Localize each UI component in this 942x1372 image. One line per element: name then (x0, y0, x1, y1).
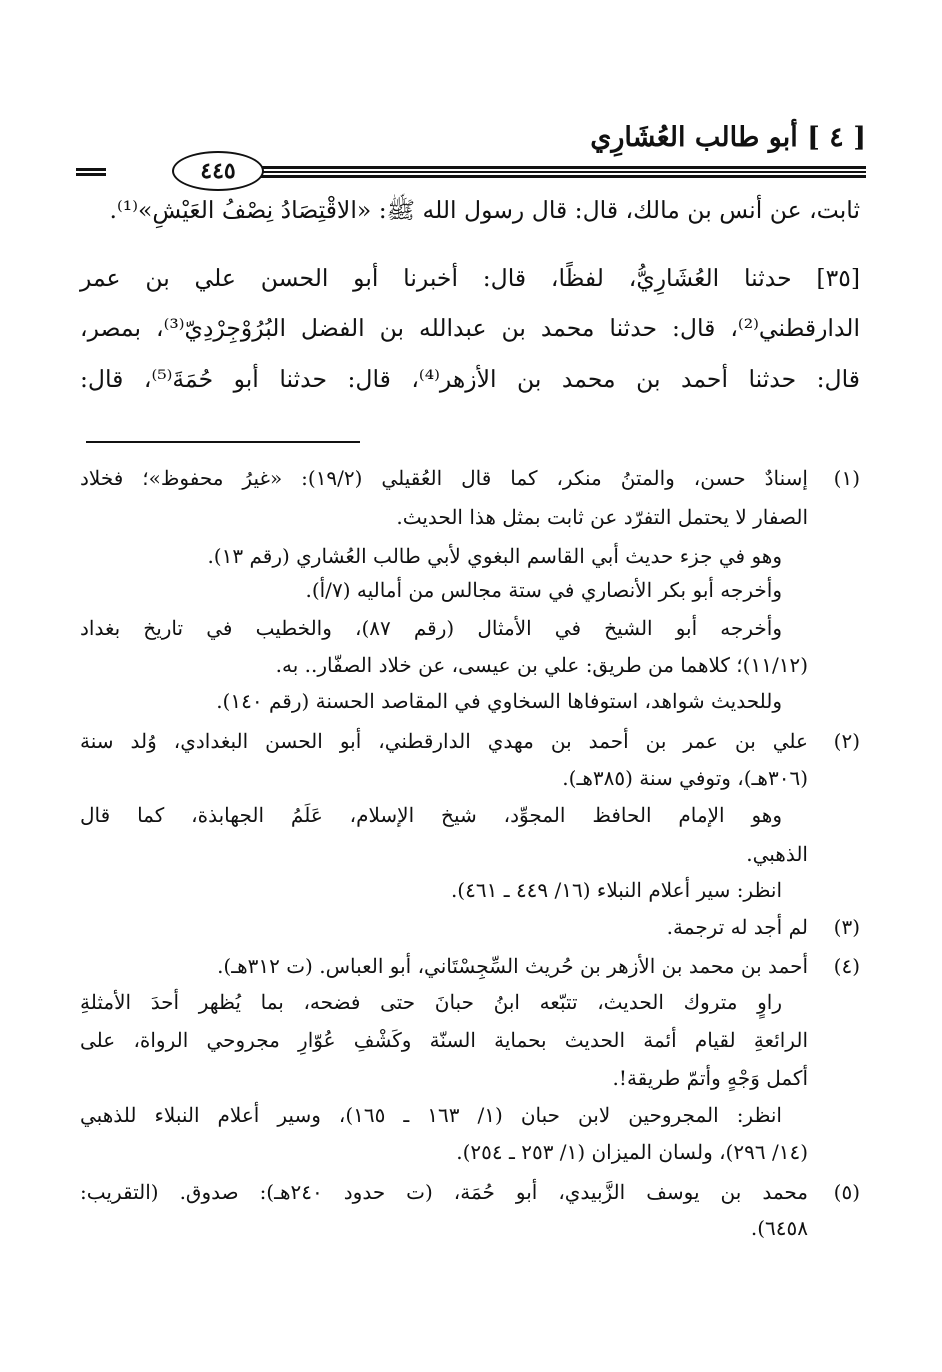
footnote-line: الرائعةِ لقيام أئمة الحديث بحماية السنّة وكَشْفِ عُوّارِ مجروحي الرواة، على (80, 1028, 808, 1052)
footnote-line: الصفار لا يحتمل التفرّد عن ثابت بمثل هذا الحديث. (396, 505, 808, 529)
footnote-number: (١) (833, 466, 860, 490)
main-line: ثابت، عن أنس بن مالك، قال: قال رسول الله ﷺ: «الاقْتِصَادُ نِصْفُ العَيْشِ»⁽¹⁾. (109, 196, 860, 224)
main-line: [٣٥] حدثنا العُشَارِيُّ، لفظًا، قال: أخبرنا أبو الحسن علي بن عمر (80, 264, 860, 292)
footnote-number: (٤) (833, 954, 860, 978)
footnote-line: أكمل وَجْهٍ وأتمّ طريقة!. (612, 1066, 808, 1090)
footnote-number: (٥) (833, 1180, 860, 1204)
footnote-line: محمد بن يوسف الزَّبيدي، أبو حُمَة، (ت حدود ٢٤٠هـ): صدوق. (التقريب: (80, 1180, 809, 1204)
footnote-separator (86, 441, 360, 443)
footnote-line: أحمد بن محمد بن الأزهر بن حُريث السِّجِسْتَاني، أبو العباس. (ت ٣١٢هـ). (217, 954, 808, 978)
footnote-line: راوٍ متروك الحديث، تتبّعه ابنُ حبانَ حتى فضحه، بما يُظهر أحدَ الأمثلةِ (80, 990, 782, 1014)
chapter-title: [ ٤ ] أبو طالب العُشَارِي (590, 122, 866, 153)
footnote-line: الذهبي. (746, 842, 808, 866)
footnote-number: (٣) (833, 915, 860, 939)
footnote-line: وأخرجه أبو الشيخ في الأمثال (رقم ٨٧)، والخطيب في تاريخ بغداد (80, 616, 782, 640)
footnote-line: وللحديث شواهد، استوفاها السخاوي في المقاصد الحسنة (رقم ١٤٠). (216, 689, 782, 713)
footnote-line: (١١/١٢)؛ كلاهما من طريق: علي بن عيسى، عن خلاد الصفّار.. به. (275, 653, 808, 677)
footnote-line: انظر: سير أعلام النبلاء (١٦/ ٤٤٩ ـ ٤٦١). (450, 878, 782, 902)
footnote-line: وأخرجه أبو بكر الأنصاري في ستة مجالس من أماليه (٧/أ). (305, 578, 782, 602)
footnote-line: (٣٠٦هـ)، وتوفي سنة (٣٨٥هـ). (562, 766, 808, 790)
footnote-line: ٦٤٥٨). (750, 1216, 808, 1240)
main-line: الدارقطني⁽²⁾، قال: حدثنا محمد بن عبدالله بن الفضل البُرُوْجِرْدِيّ⁽³⁾، بمصر، (80, 314, 860, 342)
footnote-number: (٢) (833, 729, 860, 753)
footnote-line: إسنادٌ حسن، والمتنُ منكر، كما قال العُقيلي (١٩/٢): «غيرُ محفوظ»؛ فخلاد (80, 466, 808, 490)
footnote-line: علي بن عمر بن أحمد بن مهدي الدارقطني، أبو الحسن البغدادي، وُلد سنة (80, 729, 808, 753)
footnote-line: (١٤/ ٢٩٦)، ولسان الميزان (١/ ٢٥٣ ـ ٢٥٤). (456, 1140, 808, 1164)
footnote-line: لم أجد له ترجمة. (666, 915, 808, 939)
main-line: قال: حدثنا أحمد بن محمد بن الأزهر⁽⁴⁾، قال: حدثنا أبو حُمَةَ⁽⁵⁾، قال: (80, 365, 860, 393)
footnote-line: انظر: المجروحين لابن حبان (١/ ١٦٣ ـ ١٦٥)، وسير أعلام النبلاء للذهبي (80, 1103, 782, 1127)
footnote-line: وهو في جزء حديث أبي القاسم البغوي لأبي طالب العُشاري (رقم ١٣). (207, 544, 782, 568)
footnote-line: وهو الإمام الحافظ المجوِّد، شيخ الإسلام، عَلَمُ الجهابذة، كما قال (80, 803, 782, 827)
page-number: ٤٤٥ (172, 151, 264, 191)
